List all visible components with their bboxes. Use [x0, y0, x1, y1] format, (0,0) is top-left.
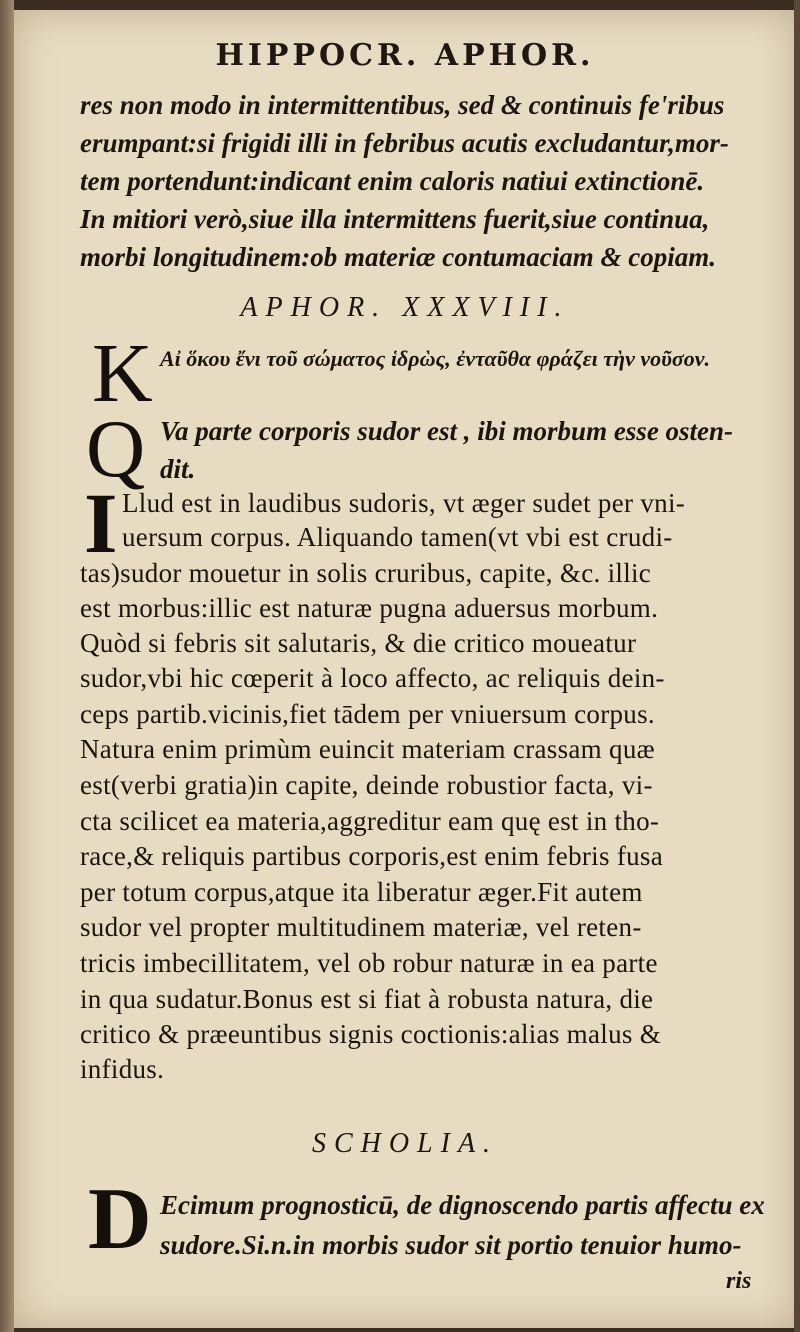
commentary-line: infidus. [80, 1054, 165, 1084]
commentary-line: Llud est in laudibus sudoris, vt æger sudet per vni- [122, 488, 686, 518]
commentary-line: Quòd si febris sit salutaris, & die critico moueatur [80, 628, 637, 658]
greek-initial: K [92, 327, 153, 420]
commentary-line: tricis imbecillitatem, vel ob robur naturæ in ea parte [80, 948, 658, 978]
latin-initial: Q [86, 403, 146, 494]
aphorism-heading: APHOR. XXXVIII. [240, 292, 570, 323]
commentary-line: est morbus:illic est naturæ pugna aduersus morbum. [80, 593, 659, 623]
scholia-line: sudore.Si.n.in morbis sudor sit portio tenuior humo- [160, 1230, 742, 1260]
scholia-heading: SCHOLIA. [311, 1128, 499, 1159]
commentary-line: in qua sudatur.Bonus est si fiat à robusta natura, die [80, 984, 654, 1014]
commentary-line: race,& reliquis partibus corporis,est enim febris fusa [80, 841, 664, 871]
translation-line: Va parte corporis sudor est , ibi morbum esse osten- [160, 416, 734, 446]
commentary-line: sudor vel propter multitudinem materiæ, vel reten- [80, 912, 642, 942]
running-head: HIPPOCR. APHOR. [215, 38, 595, 73]
translation-line: dit. [160, 454, 196, 484]
commentary-line: sudor,vbi hic cœperit à loco affecto, ac reliquis dein- [80, 663, 665, 693]
commentary-line: critico & præeuntibus signis coctionis:alias malus & [80, 1019, 662, 1049]
commentary-line: per totum corpus,atque ita liberatur æger.Fit autem [80, 877, 643, 907]
passage-line: tem portendunt:indicant enim caloris natiui extinctionē. [80, 166, 705, 196]
passage-line: erumpant:si frigidi illi in febribus acutis excludantur,mor- [80, 128, 729, 158]
passage-line: morbi longitudinem:ob materiæ contumaciam & copiam. [80, 242, 717, 272]
commentary-line: cta scilicet ea materia,aggreditur eam quę est in tho- [80, 806, 660, 836]
passage-line: In mitiori verò,siue illa intermittens fuerit,siue continua, [80, 204, 710, 234]
catchword: ris [726, 1268, 752, 1294]
commentary-line: est(verbi gratia)in capite, deinde robustior facta, vi- [80, 770, 653, 800]
commentary-line: uersum corpus. Aliquando tamen(vt vbi est crudi- [122, 522, 673, 552]
commentary-initial: I [84, 475, 118, 571]
passage-line: res non modo in intermittentibus, sed & continuis fe'ribus [80, 90, 725, 120]
commentary-line: Natura enim primùm euincit materiam crassam quæ [80, 734, 655, 764]
book-edge [794, 0, 800, 1332]
commentary-line: ceps partib.vicinis,fiet tādem per vniuersum corpus. [80, 699, 655, 729]
commentary-line: tas)sudor mouetur in solis cruribus, capite, &c. illic [80, 558, 652, 588]
book-gutter [0, 0, 14, 1332]
book-page [14, 10, 796, 1328]
scholia-initial: D [88, 1171, 152, 1268]
greek-text: Αἰ ὅκου ἔνι τοῦ σώματος ἱδρὼς, ἐνταῦθα φράζει τὴν νοῦσον. [160, 346, 711, 371]
scholia-line: Ecimum prognosticū, de dignoscendo partis affectu ex [160, 1190, 765, 1220]
